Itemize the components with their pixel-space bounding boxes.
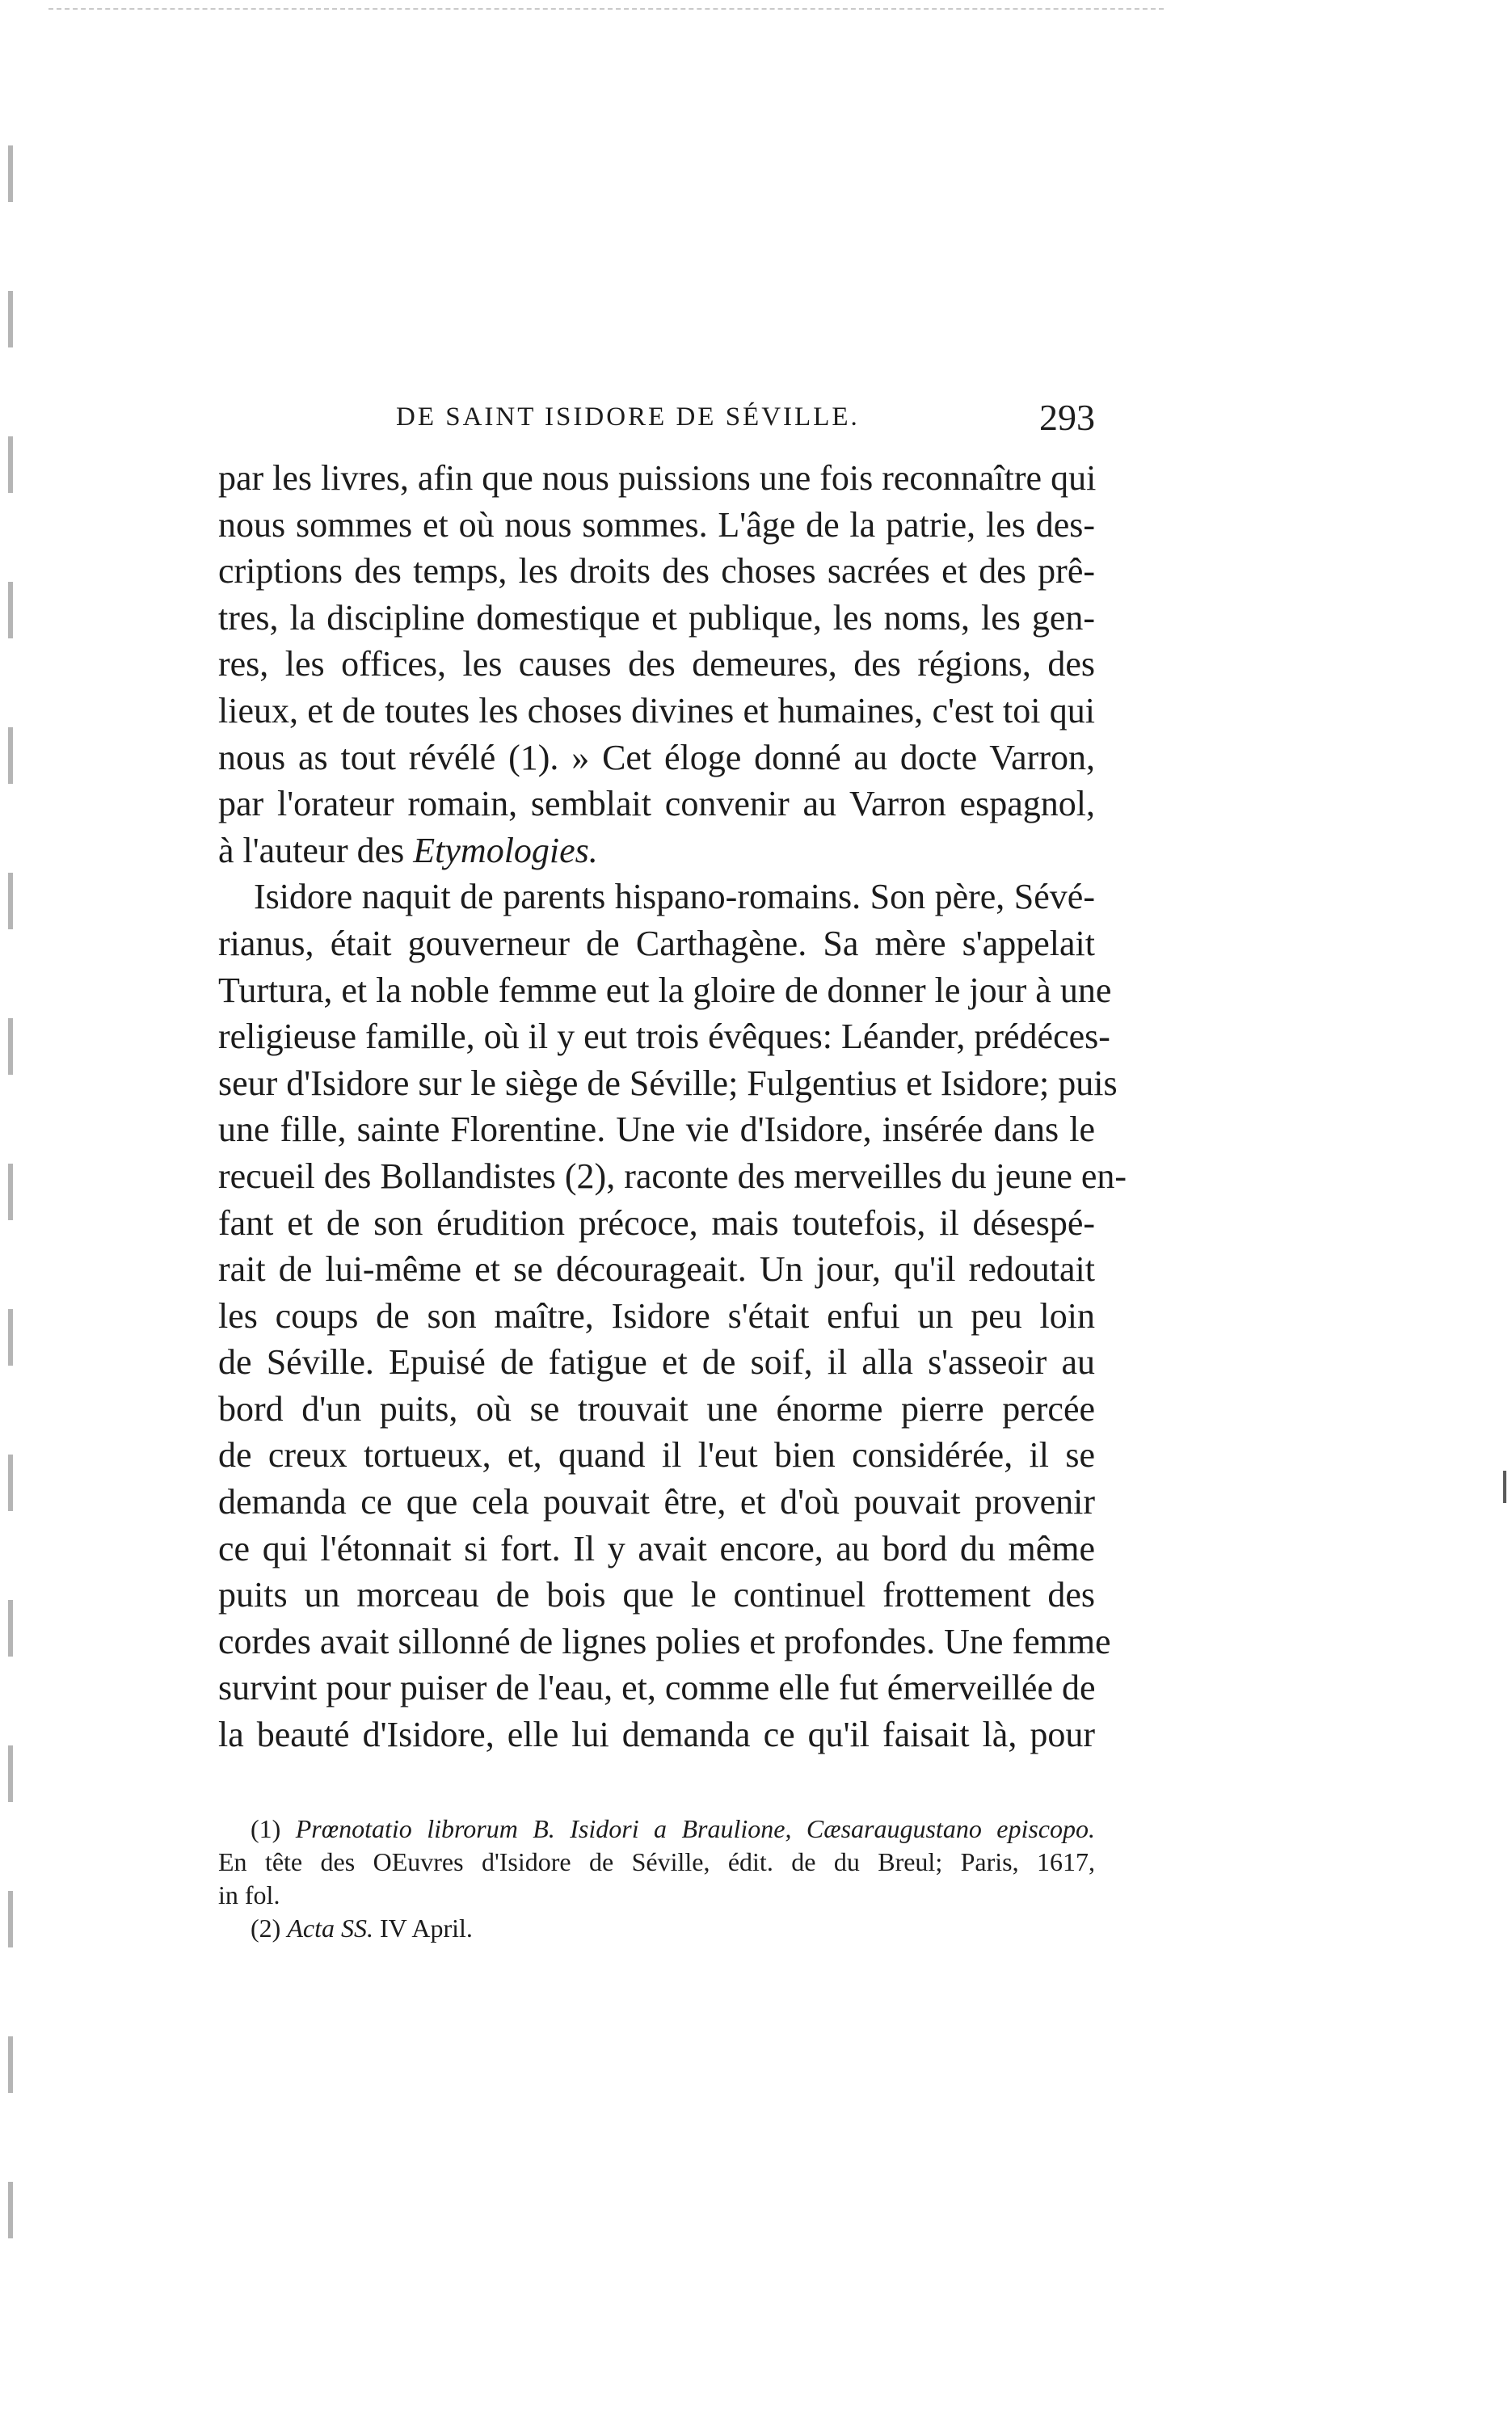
text-segment: à l'auteur des <box>218 830 405 870</box>
text-line: fant et de son érudition précoce, mais toutefois, il désespé- <box>218 1202 1095 1243</box>
text-line: par les livres, afin que nous puissions une fois reconnaître qui <box>218 458 1097 498</box>
running-title: DE SAINT ISIDORE DE SÉVILLE. <box>396 402 860 432</box>
footnote-italic: Prœnotatio librorum B. Isidori a Braulione, Cæsaraugustano episcopo. <box>295 1814 1095 1843</box>
main-text <box>218 455 1127 1758</box>
text-line: puits un morceau de bois que le continuel frottement des <box>218 1575 1095 1615</box>
text-line: bord d'un puits, où se trouvait une énorme pierre percée <box>218 1388 1095 1429</box>
text-line: rait de lui-même et se décourageait. Un jour, qu'il redoutait <box>218 1249 1095 1290</box>
footnote-marker: (2) <box>251 1914 281 1943</box>
text-line: ce qui l'étonnait si fort. Il y avait encore, au bord du même <box>218 1528 1095 1568</box>
italic-title: Etymologies. <box>413 830 598 870</box>
footnote-text: IV April. <box>379 1914 473 1943</box>
text-line: religieuse famille, où il y eut trois évêques: Léander, prédéces- <box>218 1017 1110 1057</box>
footnote-italic: Acta SS. <box>287 1914 373 1943</box>
text-line: de creux tortueux, et, quand il l'eut bien considérée, il se <box>218 1435 1095 1476</box>
text-line: demanda ce que cela pouvait être, et d'où pouvait provenir <box>218 1482 1095 1522</box>
text-line: seur d'Isidore sur le siège de Séville; Fulgentius et Isidore; puis <box>218 1063 1118 1103</box>
footnote-1 <box>218 1813 1095 1846</box>
text-line: cordes avait sillonné de lignes polies et profondes. Une femme <box>218 1621 1111 1661</box>
text-line: nous as tout révélé (1). » Cet éloge donné au docte Varron, <box>218 737 1095 777</box>
running-head <box>218 396 1095 453</box>
scan-right-mark <box>1503 1471 1506 1503</box>
text-line: par l'orateur romain, semblait convenir au Varron espagnol, <box>218 784 1095 824</box>
text-line: une fille, sainte Florentine. Une vie d'Isidore, insérée dans le <box>218 1109 1095 1150</box>
text-line: nous sommes et où nous sommes. L'âge de la patrie, les des- <box>218 504 1095 545</box>
text-line: la beauté d'Isidore, elle lui demanda ce qu'il faisait là, pour <box>218 1715 1095 1755</box>
text-line <box>218 827 1095 874</box>
text-line: Turtura, et la noble femme eut la gloire de donner le jour à une <box>218 970 1112 1010</box>
scan-top-rule <box>48 8 1164 10</box>
text-line: recueil des Bollandistes (2), raconte des merveilles du jeune en- <box>218 1156 1127 1196</box>
text-line: lieux, et de toutes les choses divines et humaines, c'est toi qui <box>218 690 1095 731</box>
text-line: criptions des temps, les droits des choses sacrées et des prê- <box>218 551 1095 592</box>
text-line: tres, la discipline domestique et publique, les noms, les gen- <box>218 597 1095 638</box>
footnote-2 <box>218 1912 1095 1945</box>
text-line: les coups de son maître, Isidore s'était enfui un peu loin <box>218 1295 1095 1336</box>
page-number: 293 <box>1039 397 1095 438</box>
text-line: rianus, était gouverneur de Carthagène. Sa mère s'appelait <box>218 923 1095 963</box>
footnote-1-line: En tête des OEuvres d'Isidore de Séville, édit. de du Breul; Paris, 1617, <box>218 1847 1095 1876</box>
text-line: res, les offices, les causes des demeures, des régions, des <box>218 644 1095 684</box>
text-line: de Séville. Epuisé de fatigue et de soif, il alla s'asseoir au <box>218 1342 1095 1383</box>
footnotes <box>218 1813 1095 1945</box>
scan-margin-marks <box>8 145 13 2263</box>
text-line: survint pour puiser de l'eau, et, comme elle fut émerveillée de <box>218 1668 1096 1708</box>
footnote-1-line: in fol. <box>218 1880 280 1909</box>
footnote-marker: (1) <box>251 1814 281 1843</box>
paragraph-start: Isidore naquit de parents hispano-romains. Son père, Sévé- <box>254 877 1095 917</box>
